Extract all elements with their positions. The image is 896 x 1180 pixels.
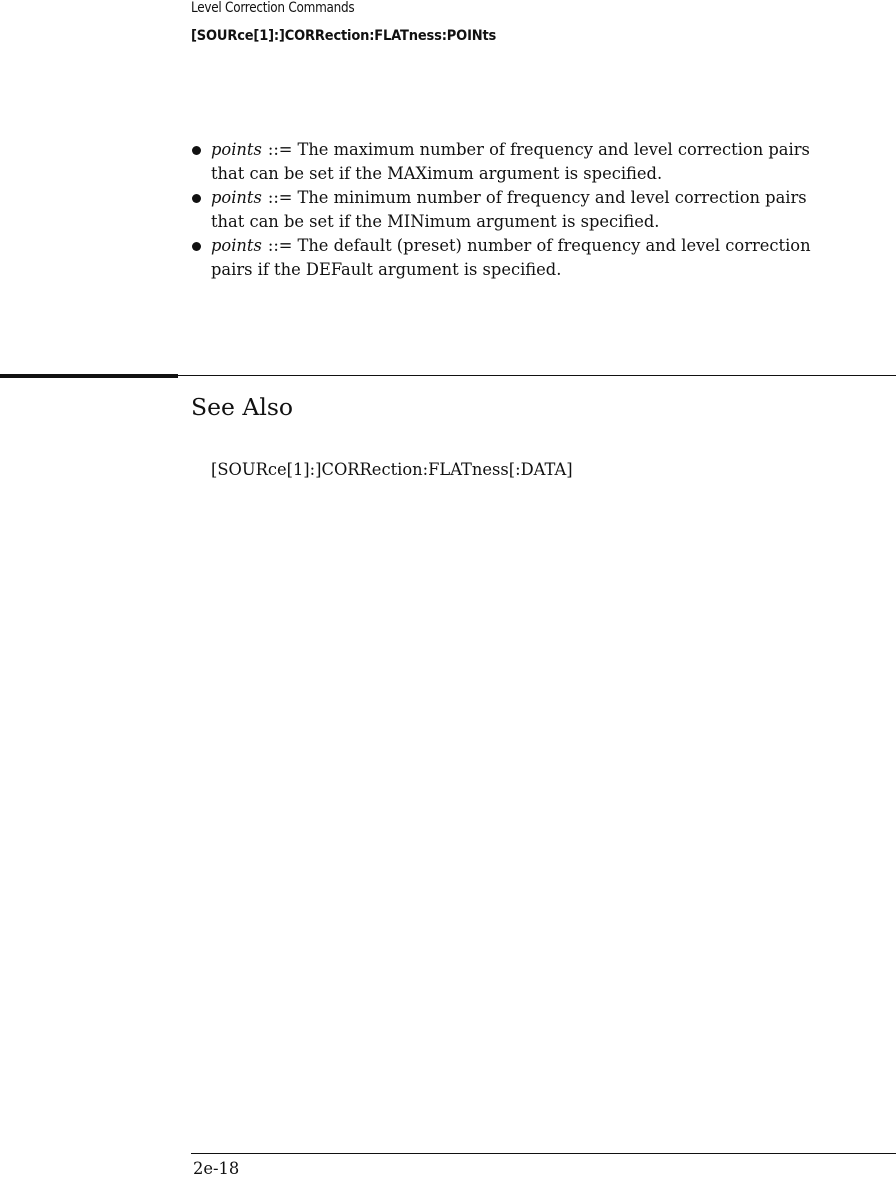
description-line: The minimum number of frequency and level correction pairs xyxy=(297,188,807,207)
definition-symbol: ::= xyxy=(267,140,293,159)
list-item xyxy=(191,186,881,234)
bullet-icon xyxy=(192,194,201,203)
parameter-list xyxy=(191,138,881,282)
description-line: The maximum number of frequency and level correction pairs xyxy=(297,140,810,159)
description-line: pairs if the DEFault argument is specified. xyxy=(211,260,562,279)
section-side-rule xyxy=(0,374,178,378)
parameter-name: points xyxy=(211,140,262,159)
page-number: 2e-18 xyxy=(193,1159,240,1178)
description-line: The default (preset) number of frequency and level correction xyxy=(297,236,811,255)
definition-symbol: ::= xyxy=(267,188,293,207)
definition-symbol: ::= xyxy=(267,236,293,255)
parameter-name: points xyxy=(211,236,262,255)
list-item xyxy=(191,234,881,282)
description-line: that can be set if the MAXimum argument is specified. xyxy=(211,164,663,183)
running-header-section: Level Correction Commands xyxy=(191,0,355,16)
see-also-heading: See Also xyxy=(191,393,294,421)
bullet-icon xyxy=(192,146,201,155)
bullet-icon xyxy=(192,242,201,251)
see-also-reference: [SOURce[1]:]CORRection:FLATness[:DATA] xyxy=(211,460,573,479)
section-divider xyxy=(178,375,896,376)
parameter-name: points xyxy=(211,188,262,207)
running-header-command: [SOURce[1]:]CORRection:FLATness:POINts xyxy=(191,28,497,44)
description-line: that can be set if the MINimum argument is specified. xyxy=(211,212,660,231)
footer-divider xyxy=(191,1153,896,1154)
list-item xyxy=(191,138,881,186)
